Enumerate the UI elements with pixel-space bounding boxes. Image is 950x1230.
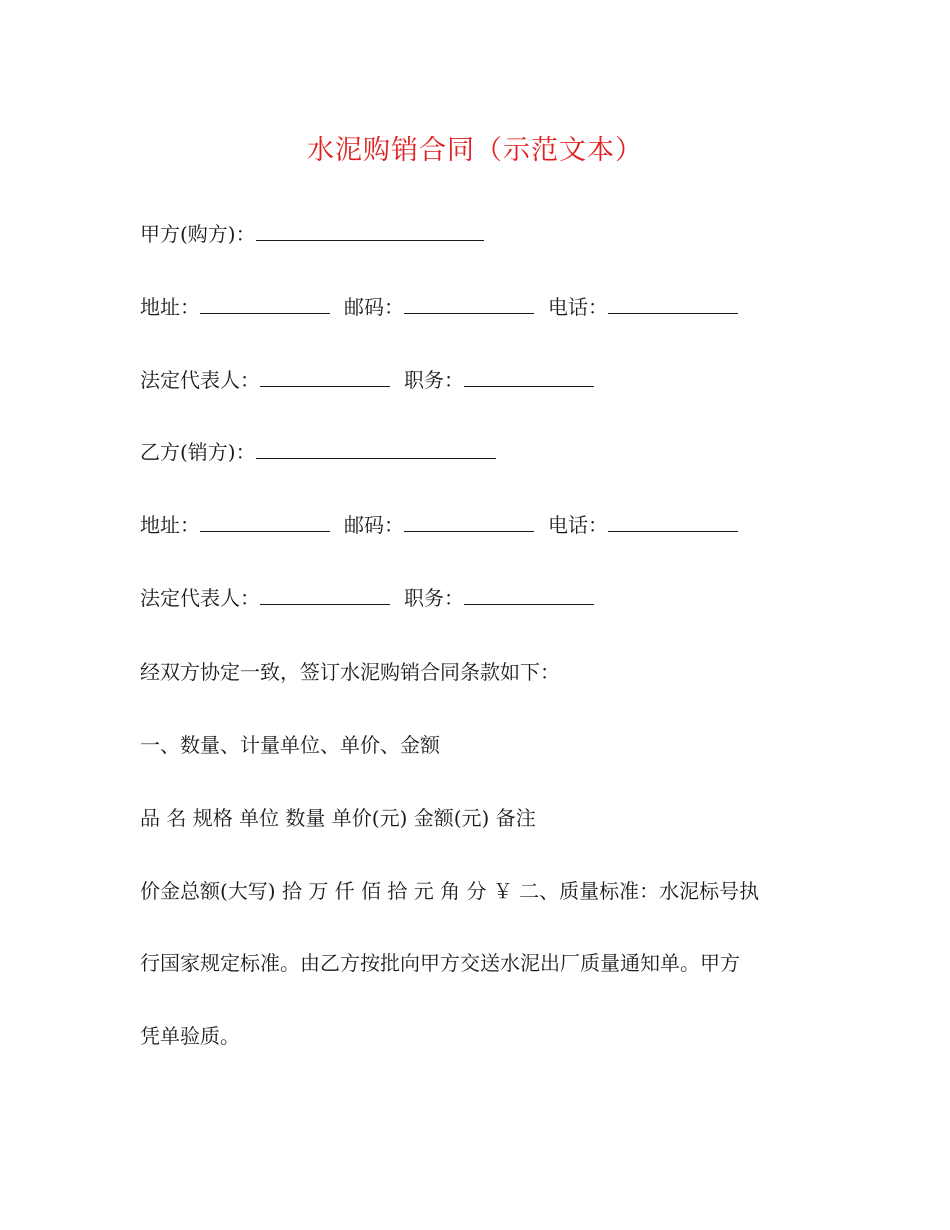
party-a-address-label: 地址： [140,295,200,319]
party-b-contact-line [140,511,752,539]
party-a-phone-label: 电话： [548,295,608,319]
party-b-phone-blank[interactable] [608,513,738,532]
body-line-1: 价金总额(大写) 拾 万 仟 佰 拾 元 角 分 ￥ 二、质量标准：水泥标号执 [140,879,760,903]
party-b-name-blank[interactable] [256,440,496,459]
party-a-position-blank[interactable] [464,368,594,387]
party-b-rep-line [140,584,608,612]
party-a-name-blank[interactable] [256,222,484,241]
party-b-line [140,438,510,466]
party-a-line [140,220,498,248]
section-1-heading: 一、数量、计量单位、单价、金额 [140,733,440,757]
party-b-legal-rep-label: 法定代表人： [140,586,260,610]
party-a-rep-line [140,366,608,394]
party-b-address-blank[interactable] [200,513,330,532]
party-b-position-label: 职务： [404,586,464,610]
party-b-postcode-label: 邮码： [344,513,404,537]
party-a-postcode-label: 邮码： [344,295,404,319]
party-a-legal-rep-blank[interactable] [260,368,390,387]
party-b-position-blank[interactable] [464,586,594,605]
document-title: 水泥购销合同（示范文本） [307,135,643,166]
party-a-label: 甲方(购方)： [140,222,256,246]
party-b-phone-label: 电话： [548,513,608,537]
party-a-position-label: 职务： [404,368,464,392]
agreement-intro: 经双方协定一致，签订水泥购销合同条款如下： [140,660,560,684]
body-line-3: 凭单验质。 [140,1024,240,1048]
party-a-contact-line [140,293,752,321]
party-b-label: 乙方(销方)： [140,440,256,464]
body-line-2: 行国家规定标准。由乙方按批向甲方交送水泥出厂质量通知单。甲方 [140,951,740,975]
party-a-postcode-blank[interactable] [404,295,534,314]
party-a-address-blank[interactable] [200,295,330,314]
table-header-text: 品 名 规格 单位 数量 单价(元) 金额(元) 备注 [140,806,536,830]
party-b-postcode-blank[interactable] [404,513,534,532]
party-a-phone-blank[interactable] [608,295,738,314]
party-a-legal-rep-label: 法定代表人： [140,368,260,392]
party-b-address-label: 地址： [140,513,200,537]
party-b-legal-rep-blank[interactable] [260,586,390,605]
